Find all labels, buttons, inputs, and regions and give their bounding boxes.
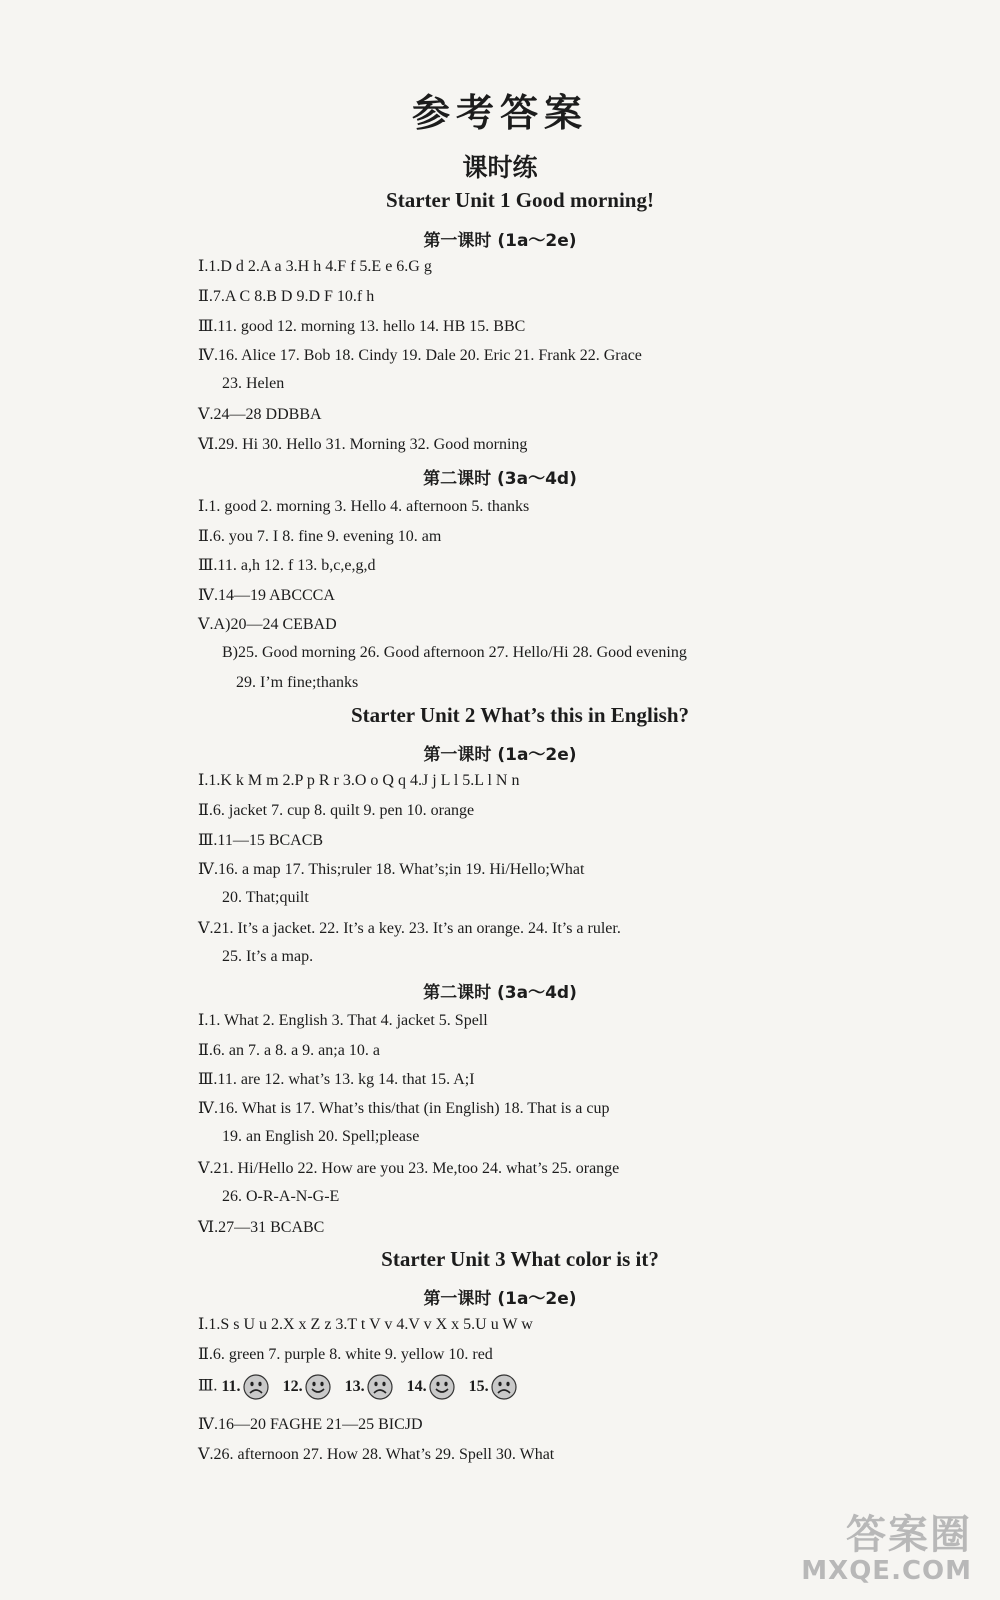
answer-line: Ⅴ.24—28 DDBBA <box>198 406 322 423</box>
unit-heading: Starter Unit 1 Good morning! <box>386 188 654 212</box>
sad-face-icon <box>243 1374 269 1400</box>
answer-line: Ⅵ.27—31 BCABC <box>198 1219 325 1236</box>
answer-line: Ⅰ.1.K k M m 2.P p R r 3.O o Q q 4.J j L l 5.L l N n <box>198 772 520 789</box>
answer-line: 29. I’m fine;thanks <box>236 674 359 691</box>
sad-face-icon <box>367 1374 393 1400</box>
answer-line: Ⅴ.26. afternoon 27. How 28. What’s 29. Spell 30. What <box>198 1446 555 1463</box>
answer-line: Ⅰ.1. good 2. morning 3. Hello 4. afternoon 5. thanks <box>198 498 530 515</box>
answer-line: Ⅴ.21. It’s a jacket. 22. It’s a key. 23. It’s an orange. 24. It’s a ruler. <box>198 920 621 937</box>
lesson-heading: 第二课时 (3a～4d) <box>423 469 577 489</box>
answer-line: Ⅲ.11. are 12. what’s 13. kg 14. that 15. A;I <box>198 1071 475 1088</box>
answer-line: Ⅱ.6. jacket 7. cup 8. quilt 9. pen 10. orange <box>198 802 475 819</box>
section-title: 课时练 <box>462 153 538 182</box>
answer-line: 20. That;quilt <box>222 889 309 906</box>
unit-heading: Starter Unit 3 What color is it? <box>381 1247 659 1271</box>
faces-group <box>221 1378 530 1395</box>
answer-line: B)25. Good morning 26. Good afternoon 27. Hello/Hi 28. Good evening <box>222 644 687 661</box>
lesson-heading: 第一课时 (1a～2e) <box>423 745 577 765</box>
answer-line: Ⅴ.21. Hi/Hello 22. How are you 23. Me,too 24. what’s 25. orange <box>198 1160 620 1177</box>
answer-line: Ⅰ.1.D d 2.A a 3.H h 4.F f 5.E e 6.G g <box>198 258 432 275</box>
answer-line-prefix: Ⅲ. <box>198 1377 218 1395</box>
happy-face-icon <box>429 1374 455 1400</box>
answer-line: 25. It’s a map. <box>222 948 314 965</box>
answer-line: Ⅱ.6. an 7. a 8. a 9. an;a 10. a <box>198 1042 380 1059</box>
answer-line: Ⅱ.6. you 7. I 8. fine 9. evening 10. am <box>198 528 442 545</box>
unit-heading: Starter Unit 2 What’s this in English? <box>351 703 689 727</box>
answer-line: Ⅱ.7.A C 8.B D 9.D F 10.f h <box>198 288 375 305</box>
answer-line: Ⅲ.11. good 12. morning 13. hello 14. HB 15. BBC <box>198 318 526 335</box>
answer-line: Ⅵ.29. Hi 30. Hello 31. Morning 32. Good morning <box>198 436 528 453</box>
answer-line: Ⅳ.16—20 FAGHE 21—25 BICJD <box>198 1416 423 1433</box>
face-question-number: 14. <box>406 1377 427 1395</box>
answer-line: Ⅰ.1. What 2. English 3. That 4. jacket 5. Spell <box>198 1012 488 1029</box>
answer-line: Ⅲ.11. a,h 12. f 13. b,c,e,g,d <box>198 557 376 574</box>
face-question-number: 13. <box>344 1377 365 1395</box>
lesson-heading: 第一课时 (1a～2e) <box>423 1289 577 1309</box>
faces-answer-line <box>198 1374 531 1400</box>
answer-line: Ⅲ.11—15 BCACB <box>198 832 324 849</box>
face-question-number: 12. <box>282 1377 303 1395</box>
lesson-heading: 第一课时 (1a～2e) <box>423 231 577 251</box>
face-question-number: 15. <box>468 1377 489 1395</box>
answer-line: Ⅳ.16. What is 17. What’s this/that (in English) 18. That is a cup <box>198 1100 610 1117</box>
answer-line: 19. an English 20. Spell;please <box>222 1128 420 1145</box>
watermark-logo-text: 答案圈 <box>846 1512 972 1558</box>
answer-line: 26. O-R-A-N-G-E <box>222 1188 340 1205</box>
watermark <box>801 1503 972 1586</box>
happy-face-icon <box>305 1374 331 1400</box>
face-question-number: 11. <box>221 1377 241 1395</box>
answer-line: Ⅳ.16. Alice 17. Bob 18. Cindy 19. Dale 20. Eric 21. Frank 22. Grace <box>198 347 642 364</box>
lesson-heading: 第二课时 (3a～4d) <box>423 983 577 1003</box>
answer-line: Ⅳ.14—19 ABCCCA <box>198 587 335 604</box>
answer-line: Ⅱ.6. green 7. purple 8. white 9. yellow 10. red <box>198 1346 493 1363</box>
answer-line: 23. Helen <box>222 375 285 392</box>
answer-line: Ⅳ.16. a map 17. This;ruler 18. What’s;in 19. Hi/Hello;What <box>198 861 585 878</box>
answer-line: Ⅴ.A)20—24 CEBAD <box>198 616 337 633</box>
page-title: 参考答案 <box>411 91 588 135</box>
watermark-url: MXQE.COM <box>801 1556 972 1586</box>
sad-face-icon <box>491 1374 517 1400</box>
answer-line: Ⅰ.1.S s U u 2.X x Z z 3.T t V v 4.V v X x 5.U u W w <box>198 1316 533 1333</box>
